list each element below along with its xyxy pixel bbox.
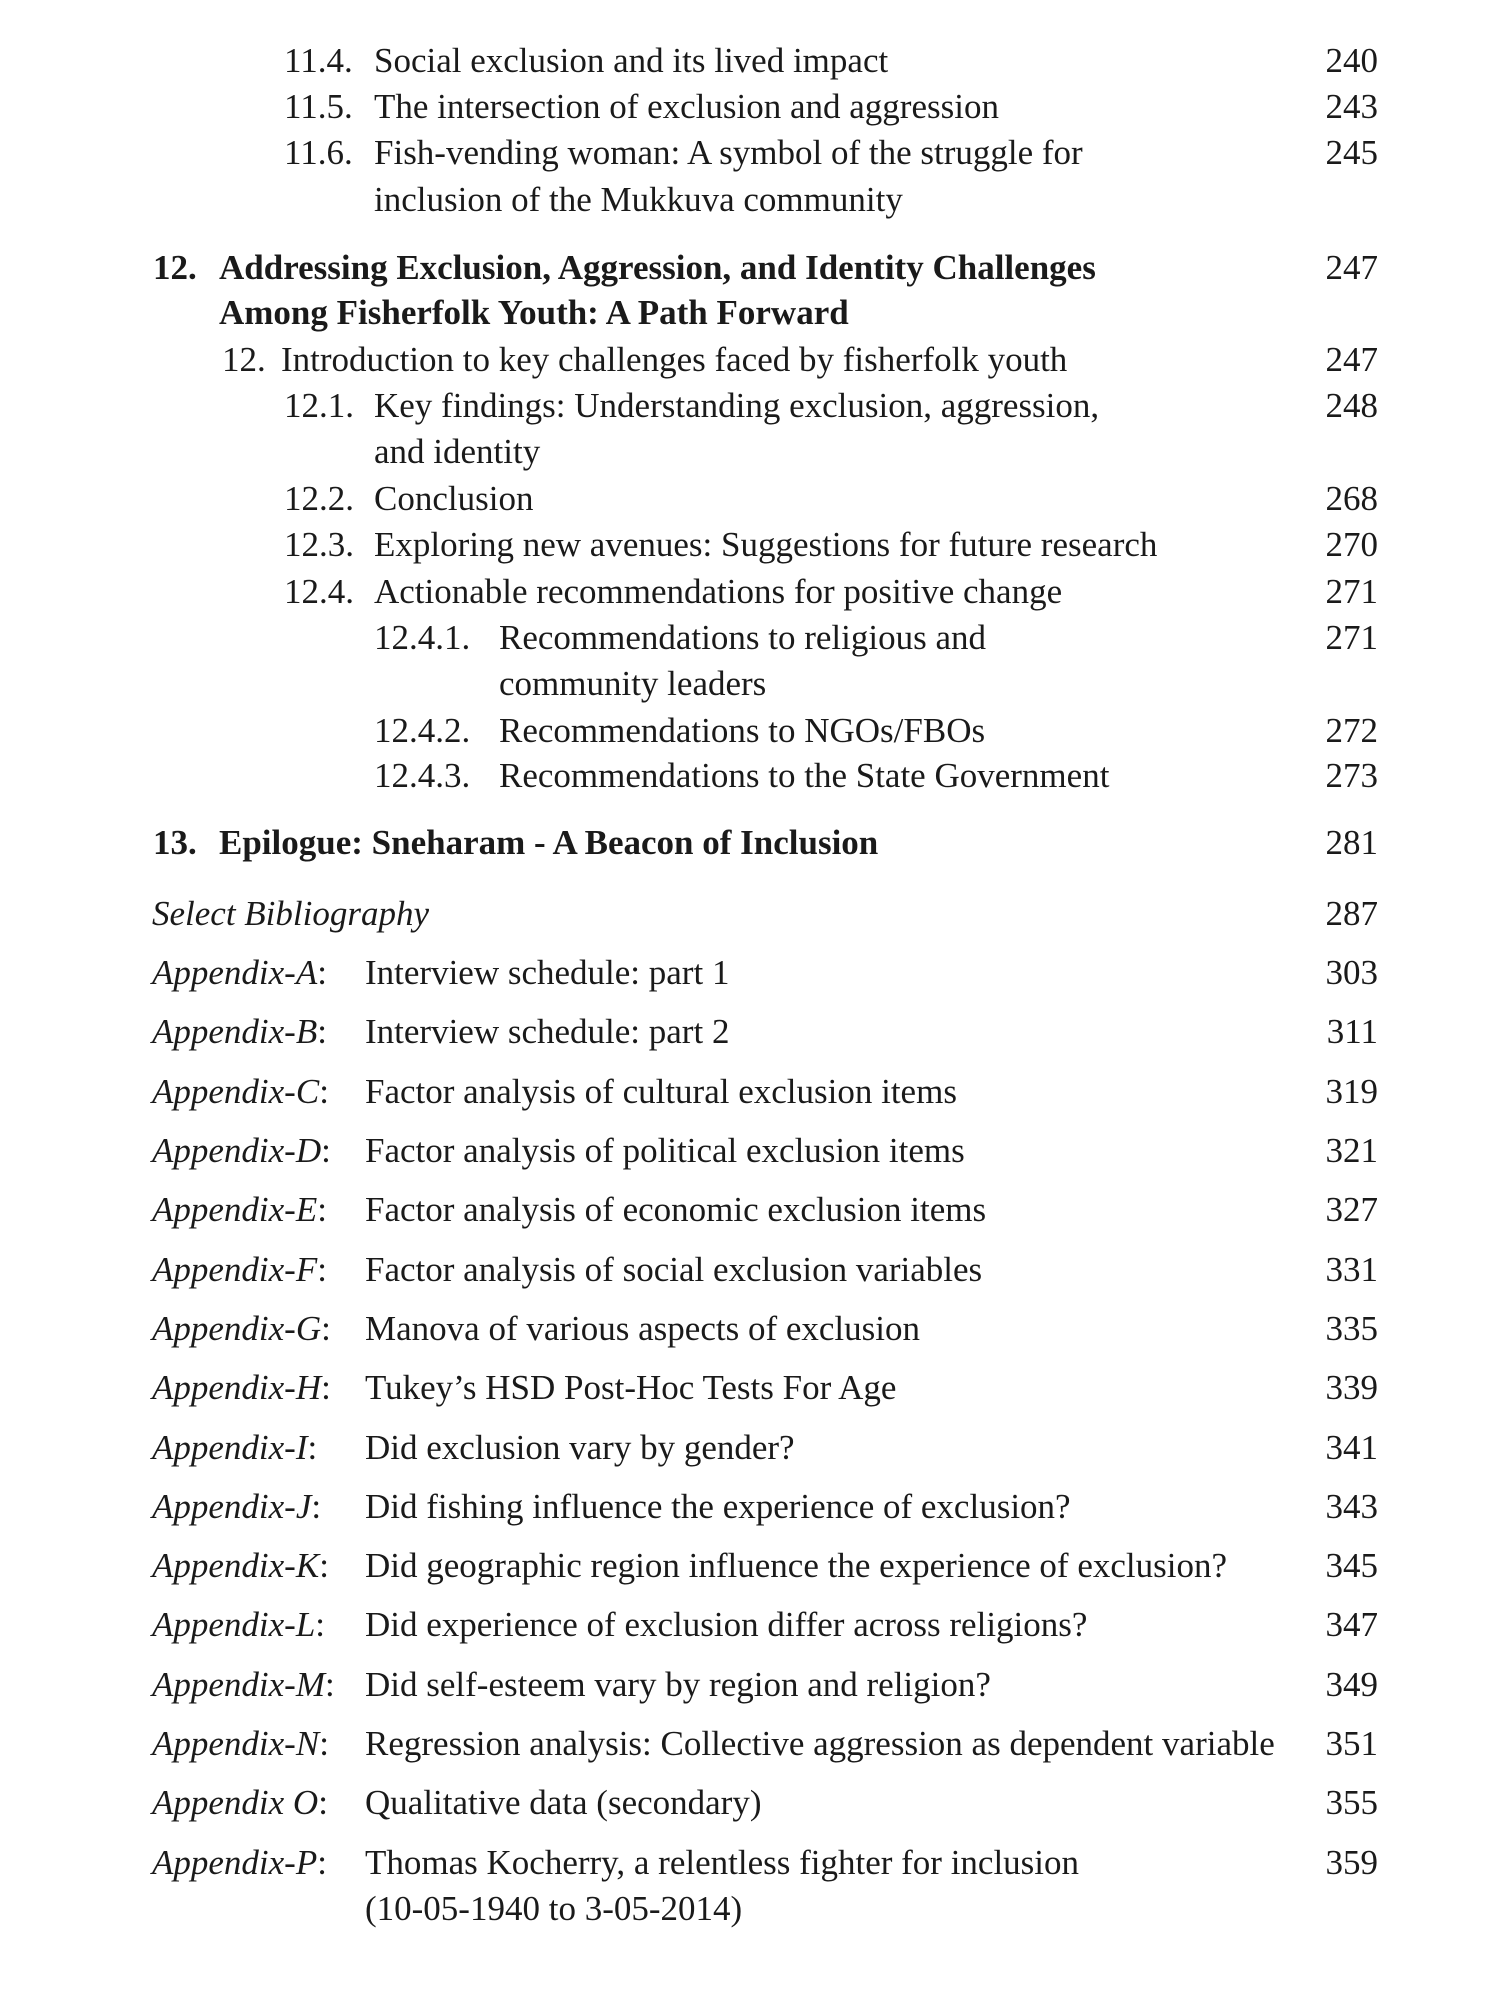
page-number: 247 <box>1325 340 1378 379</box>
appendix-label: Appendix-J: <box>152 1487 322 1526</box>
appendix-label: Appendix-I: <box>152 1428 318 1467</box>
section-title: Exploring new avenues: Suggestions for future research <box>374 525 1158 564</box>
section-number: 12.4. <box>284 572 354 611</box>
section-number: 12.1. <box>284 386 354 425</box>
section-title-continued: and identity <box>374 432 541 471</box>
appendix-label: Appendix-D: <box>152 1131 331 1170</box>
toc-appendix-entry <box>0 1721 1500 1767</box>
appendix-title: Interview schedule: part 2 <box>365 1012 730 1051</box>
appendix-title: Factor analysis of political exclusion items <box>365 1131 965 1170</box>
section-title: The intersection of exclusion and aggression <box>374 87 999 126</box>
appendix-title: Did geographic region influence the experience of exclusion? <box>365 1546 1227 1585</box>
section-number: 12.4.1. <box>374 618 471 657</box>
section-number: 11.5. <box>284 87 353 126</box>
chapter-number: 12. <box>153 248 197 287</box>
page-number: 355 <box>1325 1783 1378 1822</box>
toc-appendix-entry <box>0 1187 1500 1233</box>
page-number: 345 <box>1325 1546 1378 1585</box>
toc-entry-12-2 <box>0 476 1500 522</box>
appendix-title: Did self-esteem vary by region and religion? <box>365 1665 991 1704</box>
page-number: 273 <box>1325 756 1378 795</box>
toc-entry-11-5 <box>0 84 1500 130</box>
toc-entry-12-4-3 <box>0 753 1500 799</box>
appendix-label: Appendix-C: <box>152 1072 329 1111</box>
toc-chapter-13 <box>0 820 1500 866</box>
page-number: 359 <box>1325 1843 1378 1882</box>
section-number: 12.4.3. <box>374 756 471 795</box>
chapter-number: 13. <box>153 823 197 862</box>
page-number: 351 <box>1325 1724 1378 1763</box>
page-number: 281 <box>1325 823 1378 862</box>
appendix-title: Factor analysis of economic exclusion items <box>365 1190 987 1229</box>
appendix-label: Appendix-E: <box>152 1190 327 1229</box>
appendix-title: Interview schedule: part 1 <box>365 953 730 992</box>
chapter-title: Epilogue: Sneharam - A Beacon of Inclusion <box>219 823 879 862</box>
toc-appendix-entry <box>0 1247 1500 1293</box>
appendix-title: Manova of various aspects of exclusion <box>365 1309 920 1348</box>
page-number: 327 <box>1325 1190 1378 1229</box>
appendix-title: Did fishing influence the experience of exclusion? <box>365 1487 1071 1526</box>
section-number: 12.4.2. <box>374 711 471 750</box>
page-number: 321 <box>1325 1131 1378 1170</box>
section-title: Fish-vending woman: A symbol of the struggle for <box>374 133 1083 172</box>
section-number: 11.4. <box>284 41 353 80</box>
page-number: 311 <box>1326 1012 1378 1051</box>
toc-appendix-entry <box>0 1009 1500 1055</box>
appendix-title: Did exclusion vary by gender? <box>365 1428 795 1467</box>
toc-appendix-entry <box>0 1365 1500 1411</box>
page-number: 319 <box>1325 1072 1378 1111</box>
page-number: 287 <box>1325 894 1378 933</box>
section-number: 12. <box>222 340 266 379</box>
appendix-title: Factor analysis of social exclusion variables <box>365 1250 983 1289</box>
appendix-title: Qualitative data (secondary) <box>365 1783 762 1822</box>
toc-appendix-entry <box>0 1069 1500 1115</box>
appendix-title-continued: (10-05-1940 to 3-05-2014) <box>365 1889 743 1928</box>
appendix-title: Did experience of exclusion differ across religions? <box>365 1605 1088 1644</box>
page-number: 240 <box>1325 41 1378 80</box>
appendix-title: Regression analysis: Collective aggression as dependent variable <box>365 1724 1275 1763</box>
appendix-label: Appendix O: <box>152 1783 328 1822</box>
toc-bibliography <box>0 891 1500 937</box>
toc-appendix-entry <box>0 1484 1500 1530</box>
toc-entry-11-6 <box>0 130 1500 176</box>
toc-chapter-12-cont <box>0 290 1500 336</box>
toc-appendix-entry <box>0 1602 1500 1648</box>
toc-appendix-entry <box>0 1780 1500 1826</box>
appendix-label: Appendix-A: <box>152 953 327 992</box>
section-number: 12.3. <box>284 525 354 564</box>
page-number: 349 <box>1325 1665 1378 1704</box>
toc-entry-12-1 <box>0 383 1500 429</box>
section-title: Social exclusion and its lived impact <box>374 41 889 80</box>
toc-appendix-entry <box>0 1425 1500 1471</box>
toc-entry-12-1-cont <box>0 429 1500 475</box>
page-number: 271 <box>1325 618 1378 657</box>
section-number: 12.2. <box>284 479 354 518</box>
chapter-title-continued: Among Fisherfolk Youth: A Path Forward <box>219 293 849 332</box>
toc-entry-12-4-1-cont <box>0 661 1500 707</box>
toc-entry-12 <box>0 337 1500 383</box>
toc-chapter-12 <box>0 245 1500 291</box>
page-number: 331 <box>1325 1250 1378 1289</box>
section-title: Recommendations to religious and <box>499 618 986 657</box>
page-number: 335 <box>1325 1309 1378 1348</box>
page-number: 339 <box>1325 1368 1378 1407</box>
section-title: Recommendations to NGOs/FBOs <box>499 711 986 750</box>
appendix-label: Appendix-G: <box>152 1309 331 1348</box>
appendix-label: Appendix-H: <box>152 1368 331 1407</box>
page-number: 272 <box>1325 711 1378 750</box>
appendix-title: Factor analysis of cultural exclusion items <box>365 1072 957 1111</box>
appendix-label: Appendix-L: <box>152 1605 326 1644</box>
page-number: 248 <box>1325 386 1378 425</box>
page-number: 245 <box>1325 133 1378 172</box>
appendix-label: Appendix-F: <box>152 1250 327 1289</box>
page-number: 341 <box>1325 1428 1378 1467</box>
section-title: Key findings: Understanding exclusion, aggression, <box>374 386 1100 425</box>
toc-appendix-entry <box>0 1840 1500 1886</box>
bibliography-title: Select Bibliography <box>152 894 430 933</box>
toc-entry-12-4 <box>0 569 1500 615</box>
page-number: 303 <box>1325 953 1378 992</box>
appendix-label: Appendix-K: <box>152 1546 329 1585</box>
toc-entry-12-4-2 <box>0 708 1500 754</box>
appendix-label: Appendix-P: <box>152 1843 327 1882</box>
appendix-title: Thomas Kocherry, a relentless fighter for inclusion <box>365 1843 1080 1882</box>
section-title-continued: community leaders <box>499 664 767 703</box>
page-number: 247 <box>1325 248 1378 287</box>
section-title-continued: inclusion of the Mukkuva community <box>374 180 903 219</box>
page-number: 271 <box>1325 572 1378 611</box>
page-number: 270 <box>1325 525 1378 564</box>
section-title: Recommendations to the State Government <box>499 756 1110 795</box>
toc-appendix-entry-cont <box>0 1886 1500 1932</box>
toc-appendix-entry <box>0 1662 1500 1708</box>
chapter-title: Addressing Exclusion, Aggression, and Identity Challenges <box>219 248 1096 287</box>
section-title: Introduction to key challenges faced by fisherfolk youth <box>281 340 1068 379</box>
toc-entry-12-3 <box>0 522 1500 568</box>
appendix-label: Appendix-M: <box>152 1665 335 1704</box>
toc-appendix-entry <box>0 1128 1500 1174</box>
appendix-title: Tukey’s HSD Post-Hoc Tests For Age <box>365 1368 897 1407</box>
toc-appendix-entry <box>0 1306 1500 1352</box>
page-number: 268 <box>1325 479 1378 518</box>
page-number: 343 <box>1325 1487 1378 1526</box>
section-title: Actionable recommendations for positive change <box>374 572 1063 611</box>
toc-entry-12-4-1 <box>0 615 1500 661</box>
page-number: 347 <box>1325 1605 1378 1644</box>
appendix-label: Appendix-N: <box>152 1724 329 1763</box>
section-number: 11.6. <box>284 133 353 172</box>
page-number: 243 <box>1325 87 1378 126</box>
toc-appendix-entry <box>0 1543 1500 1589</box>
section-title: Conclusion <box>374 479 534 518</box>
toc-entry-11-6-cont <box>0 177 1500 223</box>
appendix-label: Appendix-B: <box>152 1012 327 1051</box>
toc-appendix-entry <box>0 950 1500 996</box>
toc-entry-11-4 <box>0 38 1500 84</box>
